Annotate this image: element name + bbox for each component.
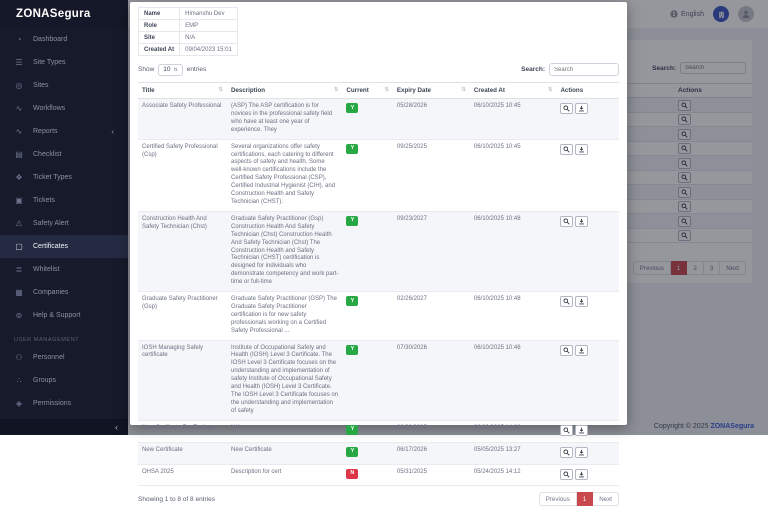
language-label: English: [681, 10, 704, 18]
modal-search: [521, 63, 619, 76]
info-row: [139, 32, 238, 44]
previous-page-button[interactable]: Previous: [633, 261, 671, 275]
sort-icon: ⇅: [384, 87, 389, 93]
checklist-icon: ▤: [15, 150, 23, 159]
cell-description: Description for cert: [227, 464, 342, 486]
download-button[interactable]: [575, 144, 588, 155]
view-button[interactable]: [560, 144, 573, 155]
sidebar-item-label: Whitelist: [33, 266, 60, 273]
column-header-title[interactable]: Title ⇅: [138, 83, 227, 99]
cell-created-at: 06/10/2025 10:45: [470, 139, 557, 211]
cell-expiry-date: 07/30/2026: [393, 340, 470, 420]
copyright-brand-link[interactable]: ZONASegura: [710, 423, 754, 430]
cell-expiry-date: 06/20/2025: [393, 420, 470, 442]
sidebar-item-personnel[interactable]: [0, 346, 128, 369]
previous-page-button[interactable]: Previous: [539, 492, 577, 506]
view-button[interactable]: [560, 296, 573, 307]
status-badge: Y: [346, 216, 358, 226]
sidebar-item-label: Sites: [33, 82, 49, 89]
sidebar-item-label: Help & Support: [33, 312, 81, 319]
sidebar-item-label: Site Types: [33, 59, 66, 66]
page-size-select[interactable]: [158, 64, 182, 76]
info-value: 09/04/2023 15:01: [180, 44, 238, 56]
column-header-created-at[interactable]: Created At ⇅: [470, 83, 557, 99]
cell-description: Institute of Occupational Safety and Health (IOSH) Level 3 Certificate. The IOSH Level 3 Certificate focuses on the understanding and implementation of safety Institute of Occupational Safety and Health (IOSH) Level 3 Certificate. The IOSH Level 3 Certificate focuses on the understanding and implementation of safety: [227, 340, 342, 420]
actions-column-header: Actions: [678, 87, 702, 94]
next-page-button[interactable]: Next: [720, 261, 746, 275]
sidebar-item-help-support[interactable]: [0, 304, 128, 327]
column-header-current[interactable]: Current ⇅: [342, 83, 393, 99]
cell-actions: [556, 340, 619, 420]
cell-created-at: 06/10/2025 10:48: [470, 292, 557, 341]
info-label: Created At: [139, 44, 180, 56]
table-row: [138, 464, 619, 486]
info-row: [139, 20, 238, 32]
status-badge: Y: [346, 103, 358, 113]
cell-created-at: 06/10/2025 10:45: [470, 99, 557, 140]
sidebar-item-label: Workflows: [33, 105, 66, 112]
cell-current: [342, 420, 393, 442]
table-row: [138, 211, 619, 291]
copyright-text: Copyright © 2025: [653, 423, 711, 430]
page-2-button[interactable]: 2: [687, 261, 703, 275]
cell-actions: [556, 211, 619, 291]
cell-actions: [556, 99, 619, 140]
cell-actions: [556, 420, 619, 442]
entries-summary: Showing 1 to 8 of 8 entries: [138, 495, 215, 503]
table-footer: [138, 492, 619, 506]
sidebar-item-label: Safety Alert: [33, 220, 69, 227]
cell-current: [342, 340, 393, 420]
cell-current: [342, 99, 393, 140]
search-input[interactable]: [549, 63, 619, 76]
download-button[interactable]: [575, 425, 588, 436]
sidebar-collapse-bar[interactable]: [0, 419, 128, 435]
dashboard-icon: ◔: [16, 35, 22, 44]
cell-description: New Certificate: [227, 442, 342, 464]
sidebar-item-workflows[interactable]: [0, 97, 128, 120]
certificates-icon: ▢: [15, 242, 23, 251]
view-button[interactable]: [560, 103, 573, 114]
view-button[interactable]: [560, 425, 573, 436]
table-row: [138, 139, 619, 211]
sidebar-item-dashboard[interactable]: [0, 28, 128, 51]
chevron-left-icon: ‹: [115, 422, 118, 432]
permissions-icon: ◈: [15, 399, 23, 408]
cell-actions: [556, 139, 619, 211]
download-button[interactable]: [575, 216, 588, 227]
next-page-button[interactable]: Next: [593, 492, 619, 506]
column-header-actions: Actions: [556, 83, 619, 99]
sidebar-item-ticket-types[interactable]: [0, 166, 128, 189]
cell-created-at: 05/24/2025 14:12: [470, 464, 557, 486]
sidebar-item-label: Ticket Types: [33, 174, 72, 181]
sidebar-item-reports[interactable]: [0, 120, 128, 143]
download-button[interactable]: [575, 345, 588, 356]
personnel-certificates-modal: [130, 2, 627, 503]
info-label: Site: [139, 32, 180, 44]
info-label: Role: [139, 20, 180, 32]
download-button[interactable]: [575, 447, 588, 458]
cell-created-at: 06/10/2025 10:46: [470, 340, 557, 420]
cell-current: [342, 292, 393, 341]
table-row: [138, 340, 619, 420]
table-row: [138, 99, 619, 140]
view-button[interactable]: [560, 469, 573, 480]
cell-title: OHSA 2025: [138, 464, 227, 486]
personnel-info-table: [138, 7, 238, 56]
cell-title: IOSH Managing Safely certificate: [138, 340, 227, 420]
status-badge: Y: [346, 296, 358, 306]
sidebar-section-user-management: USER MANAGEMENT: [14, 337, 80, 343]
sidebar-item-label: Reports: [33, 128, 58, 135]
table-row: [138, 292, 619, 341]
status-badge: Y: [346, 425, 358, 435]
whitelist-icon: ≣: [15, 265, 23, 274]
personnel-icon: ⚇: [15, 353, 23, 362]
show-label: Show: [138, 66, 155, 73]
sort-icon: ⇅: [547, 87, 553, 93]
cell-title: Associate Safety Professional: [138, 99, 227, 140]
select-arrows-icon: ⇅: [173, 66, 178, 73]
status-badge: Y: [346, 447, 358, 457]
status-badge: N: [346, 469, 358, 479]
workflows-icon: ∿: [15, 104, 23, 113]
cell-created-at: 06/02/2025 14:28: [470, 420, 557, 442]
chevron-left-icon: ‹: [111, 127, 114, 136]
sidebar-item-checklist[interactable]: [0, 143, 128, 166]
page-1-button[interactable]: 1: [577, 492, 593, 506]
sidebar-item-label: Dashboard: [33, 36, 68, 43]
table-row: [138, 420, 619, 442]
sidebar-item-label: Groups: [33, 377, 56, 384]
tickets-icon: ▣: [15, 196, 23, 205]
page-size-value: 10: [163, 66, 171, 73]
app-logo: ZONASegura: [0, 0, 128, 28]
page-size-control: [138, 64, 206, 76]
cell-expiry-date: 05/31/2025: [393, 464, 470, 486]
info-row: [139, 44, 238, 56]
cell-title: Graduate Safety Practitioner (Gsp): [138, 292, 227, 341]
entries-label: entries: [186, 66, 207, 73]
sites-icon: ◎: [15, 81, 23, 90]
sidebar-menu: [0, 28, 128, 434]
sidebar-item-label: Personnel: [33, 354, 65, 361]
table-controls: [138, 63, 619, 76]
status-badge: Y: [346, 345, 358, 355]
cell-current: [342, 442, 393, 464]
cell-expiry-date: 09/25/2025: [393, 139, 470, 211]
cell-description: Several organizations offer safety certifications, each catering to different aspects of safety and health. Some well-known certifications include the Certified Safety Professional (CSP), Certified Industrial Hygienist (CIH), and Construction Health and Safety Technician (CHST).: [227, 139, 342, 211]
site-types-icon: ☰: [15, 58, 23, 67]
cell-description: (ASP) The ASP certification is for novices in the professional safety field who have at least one year of experience. They: [227, 99, 342, 140]
sidebar: [0, 0, 128, 435]
view-button[interactable]: [560, 216, 573, 227]
cell-description: Graduate Safety Practitioner (GSP) The Graduate Safety Practitioner certification is for new safety professionals working on a Certified Safety Professional ...: [227, 292, 342, 341]
cell-current: [342, 139, 393, 211]
page-3-button[interactable]: 3: [704, 261, 720, 275]
cell-title: New Certificate: [138, 442, 227, 464]
sidebar-item-label: Checklist: [33, 151, 62, 158]
sidebar-item-site-types[interactable]: [0, 51, 128, 74]
reports-icon: ∿: [15, 127, 23, 136]
cell-title: Certified Safety Professional (Csp): [138, 139, 227, 211]
certificates-table: [138, 82, 619, 486]
view-button[interactable]: [560, 447, 573, 458]
download-button[interactable]: [575, 469, 588, 480]
safety-alert-icon: ⚠: [15, 219, 23, 228]
cell-created-at: 06/10/2025 10:48: [470, 211, 557, 291]
sidebar-item-label: Certificates: [33, 243, 69, 250]
table-row: [138, 442, 619, 464]
download-button[interactable]: [575, 103, 588, 114]
page-1-button[interactable]: 1: [671, 261, 687, 275]
info-value: EMP: [180, 20, 238, 32]
sort-icon: ⇅: [333, 87, 339, 93]
cell-expiry-date: 05/28/2026: [393, 99, 470, 140]
ticket-types-icon: ❖: [15, 173, 23, 182]
groups-icon: ∴: [16, 376, 22, 385]
cell-expiry-date: 09/23/2027: [393, 211, 470, 291]
cell-expiry-date: 06/17/2026: [393, 442, 470, 464]
sidebar-item-certificates[interactable]: [0, 235, 128, 258]
cell-description: Graduate Safety Practitioner (Gsp) Construction Health And Safety Technician (Chst) Construction Health And Safety Technician (Chst) The Construction Health and Safety Technician (CHST) certification is designed for individuals who demonstrate competency and work part-time or full-time: [227, 211, 342, 291]
companies-icon: ▦: [15, 288, 23, 297]
sidebar-item-sites[interactable]: [0, 74, 128, 97]
download-button[interactable]: [575, 296, 588, 307]
status-badge: Y: [346, 144, 358, 154]
cell-actions: [556, 464, 619, 486]
sidebar-item-companies[interactable]: [0, 281, 128, 304]
sidebar-item-safety-alert[interactable]: [0, 212, 128, 235]
sidebar-item-label: Companies: [33, 289, 69, 296]
cell-actions: [556, 292, 619, 341]
sidebar-item-label: Tickets: [33, 197, 55, 204]
cell-expiry-date: 02/26/2027: [393, 292, 470, 341]
cell-current: [342, 211, 393, 291]
sidebar-item-groups[interactable]: [0, 369, 128, 392]
column-header-expiry-date[interactable]: Expiry Date ⇅: [393, 83, 470, 99]
sort-icon: ⇅: [461, 87, 466, 93]
sidebar-item-permissions[interactable]: [0, 392, 128, 415]
sidebar-item-label: Permissions: [33, 400, 72, 407]
cell-title: Construction Health And Safety Technician (Chst): [138, 211, 227, 291]
cell-description: N/A: [227, 420, 342, 442]
cell-current: [342, 464, 393, 486]
sidebar-item-whitelist[interactable]: [0, 258, 128, 281]
column-header-description[interactable]: Description ⇅: [227, 83, 342, 99]
info-value: N/A: [180, 32, 238, 44]
cell-title: New Cerificate For Testing: [138, 420, 227, 442]
modal-pagination: [539, 492, 619, 506]
info-value: Himanshu Dev: [180, 8, 238, 20]
sidebar-item-tickets[interactable]: [0, 189, 128, 212]
info-label: Name: [139, 8, 180, 20]
search-label: Search:: [652, 64, 676, 72]
sort-icon: ⇅: [218, 87, 223, 93]
search-label: Search:: [521, 66, 545, 73]
view-button[interactable]: [560, 345, 573, 356]
cell-actions: [556, 442, 619, 464]
help-support-icon: ⊚: [15, 311, 23, 320]
info-row: [139, 8, 238, 20]
cell-created-at: 05/05/2025 13:27: [470, 442, 557, 464]
